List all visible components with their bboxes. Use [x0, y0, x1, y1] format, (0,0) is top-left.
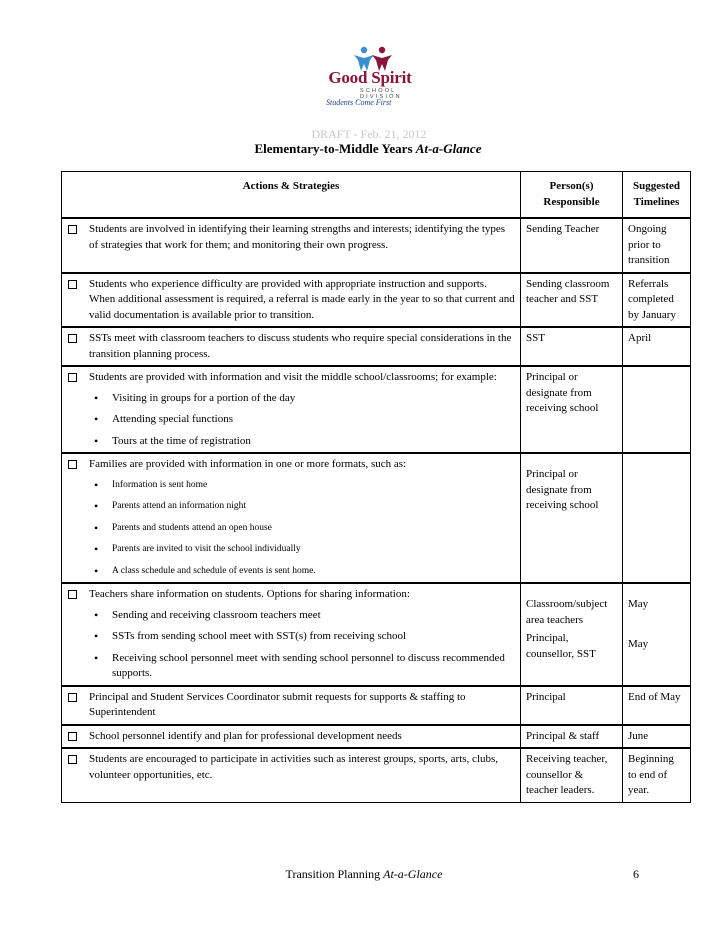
checkbox[interactable]: [68, 280, 77, 289]
list-item: • Attending special functions: [89, 412, 515, 428]
action-cell: [62, 327, 521, 366]
table-header-row: [62, 172, 691, 219]
action-cell: [62, 583, 521, 686]
list-item: • Parents attend an information night: [89, 499, 515, 515]
timeline-cell: Beginning to end of year.: [623, 748, 691, 802]
action-text: Students are provided with information and visit the middle school/classrooms; for example:: [89, 371, 497, 383]
person-text-a: Classroom/subject area teachers: [526, 598, 608, 626]
action-cell: [62, 686, 521, 725]
action-text: Students are involved in identifying their learning strengths and interests; identifying the types of strategies that work for them; and monitoring their own progress.: [89, 223, 506, 251]
action-text: Principal and Student Services Coordinator submit requests for supports & staffing to Superintendent: [89, 690, 466, 718]
checkbox[interactable]: [68, 732, 77, 741]
list-item: • Receiving school personnel meet with sending school personnel to discuss recommended supports.: [89, 651, 515, 682]
logo-brand: Good Spirit: [328, 68, 412, 87]
page-footer: [0, 867, 728, 882]
table-row: [62, 453, 691, 583]
table-row: [62, 748, 691, 802]
action-text: Teachers share information on students. Options for sharing information:: [89, 588, 410, 600]
table-row: [62, 583, 691, 686]
table-row: [62, 327, 691, 366]
timeline-cell: Referrals completed by January: [623, 273, 691, 328]
person-cell: Sending classroom teacher and SST: [521, 273, 623, 328]
timeline-text-b: May: [628, 637, 649, 650]
list-item: • Information is sent home: [89, 478, 515, 494]
person-cell: Principal or designate from receiving school: [521, 366, 623, 453]
checkbox[interactable]: [68, 590, 77, 599]
logo-school-division: SCHOOL DIVISION: [360, 88, 402, 100]
title-main: Elementary-to-Middle Years: [254, 141, 416, 156]
table-row: [62, 725, 691, 749]
person-cell: Receiving teacher, counsellor & teacher leaders.: [521, 748, 623, 802]
header-timeline: Suggested Timelines: [623, 172, 691, 219]
checkbox[interactable]: [68, 755, 77, 764]
list-item: • Parents are invited to visit the school individually: [89, 542, 515, 558]
checkbox[interactable]: [68, 460, 77, 469]
list-item: • Sending and receiving classroom teachers meet: [89, 608, 515, 624]
at-a-glance-table: [61, 171, 691, 803]
person-cell: [521, 583, 623, 686]
header-person: Person(s) Responsible: [521, 172, 623, 219]
checkbox[interactable]: [68, 373, 77, 382]
timeline-text-a: May: [628, 598, 649, 610]
page-number: 6: [633, 867, 639, 881]
action-text: Students who experience difficulty are provided with appropriate instruction and supports. When additional assessment is required, a referral is made early in the year to so that current and valid documentation is available prior to transition.: [89, 277, 515, 321]
timeline-cell: [623, 366, 691, 453]
logo-tagline: Students Come First: [326, 98, 392, 107]
action-cell: [62, 273, 521, 328]
person-cell: Sending Teacher: [521, 218, 623, 273]
list-item: • Tours at the time of registration: [89, 434, 515, 450]
table-row: [62, 366, 691, 453]
list-item: • Visiting in groups for a portion of the day: [89, 391, 515, 407]
checkbox[interactable]: [68, 225, 77, 234]
table-row: [62, 686, 691, 725]
checkbox[interactable]: [68, 693, 77, 702]
footer-italic: At-a-Glance: [383, 867, 443, 881]
title-italic: At-a-Glance: [415, 141, 482, 156]
person-cell: Principal: [521, 686, 623, 725]
person-text-b: Principal, counsellor, SST: [526, 632, 596, 660]
person-cell: SST: [521, 327, 623, 366]
person-cell: [521, 453, 623, 583]
action-cell: [62, 366, 521, 453]
action-cell: [62, 453, 521, 583]
timeline-cell: Ongoing prior to transition: [623, 218, 691, 273]
bullet-list: [89, 608, 515, 682]
page-title: [0, 141, 728, 157]
timeline-cell: End of May: [623, 686, 691, 725]
timeline-cell: [623, 453, 691, 583]
bullet-list: [89, 391, 515, 450]
action-text: Families are provided with information in one or more formats, such as:: [89, 458, 407, 470]
person-cell: Principal & staff: [521, 725, 623, 749]
table-row: [62, 273, 691, 328]
list-item: • SSTs from sending school meet with SST(s) from receiving school: [89, 629, 515, 645]
action-text: Students are encouraged to participate in activities such as interest groups, sports, arts, clubs, volunteer opportunities, etc.: [89, 753, 499, 781]
footer-text: Transition Planning: [285, 867, 384, 881]
checkbox[interactable]: [68, 334, 77, 343]
person-text: Principal or designate from receiving school: [526, 468, 599, 511]
list-item: • Parents and students attend an open house: [89, 521, 515, 537]
list-item: • A class schedule and schedule of events is sent home.: [89, 564, 515, 580]
table-row: [62, 218, 691, 273]
action-cell: [62, 748, 521, 802]
timeline-cell: June: [623, 725, 691, 749]
action-text: School personnel identify and plan for professional development needs: [89, 729, 402, 742]
bullet-list: [89, 478, 515, 580]
school-logo: [310, 46, 430, 116]
header-actions: Actions & Strategies: [62, 172, 521, 219]
action-text: SSTs meet with classroom teachers to discuss students who require special considerations in the transition planning process.: [89, 332, 512, 360]
draft-watermark: DRAFT - Feb. 21, 2012: [311, 127, 427, 141]
timeline-cell: April: [623, 327, 691, 366]
action-cell: [62, 725, 521, 749]
action-cell: [62, 218, 521, 273]
timeline-cell: [623, 583, 691, 686]
